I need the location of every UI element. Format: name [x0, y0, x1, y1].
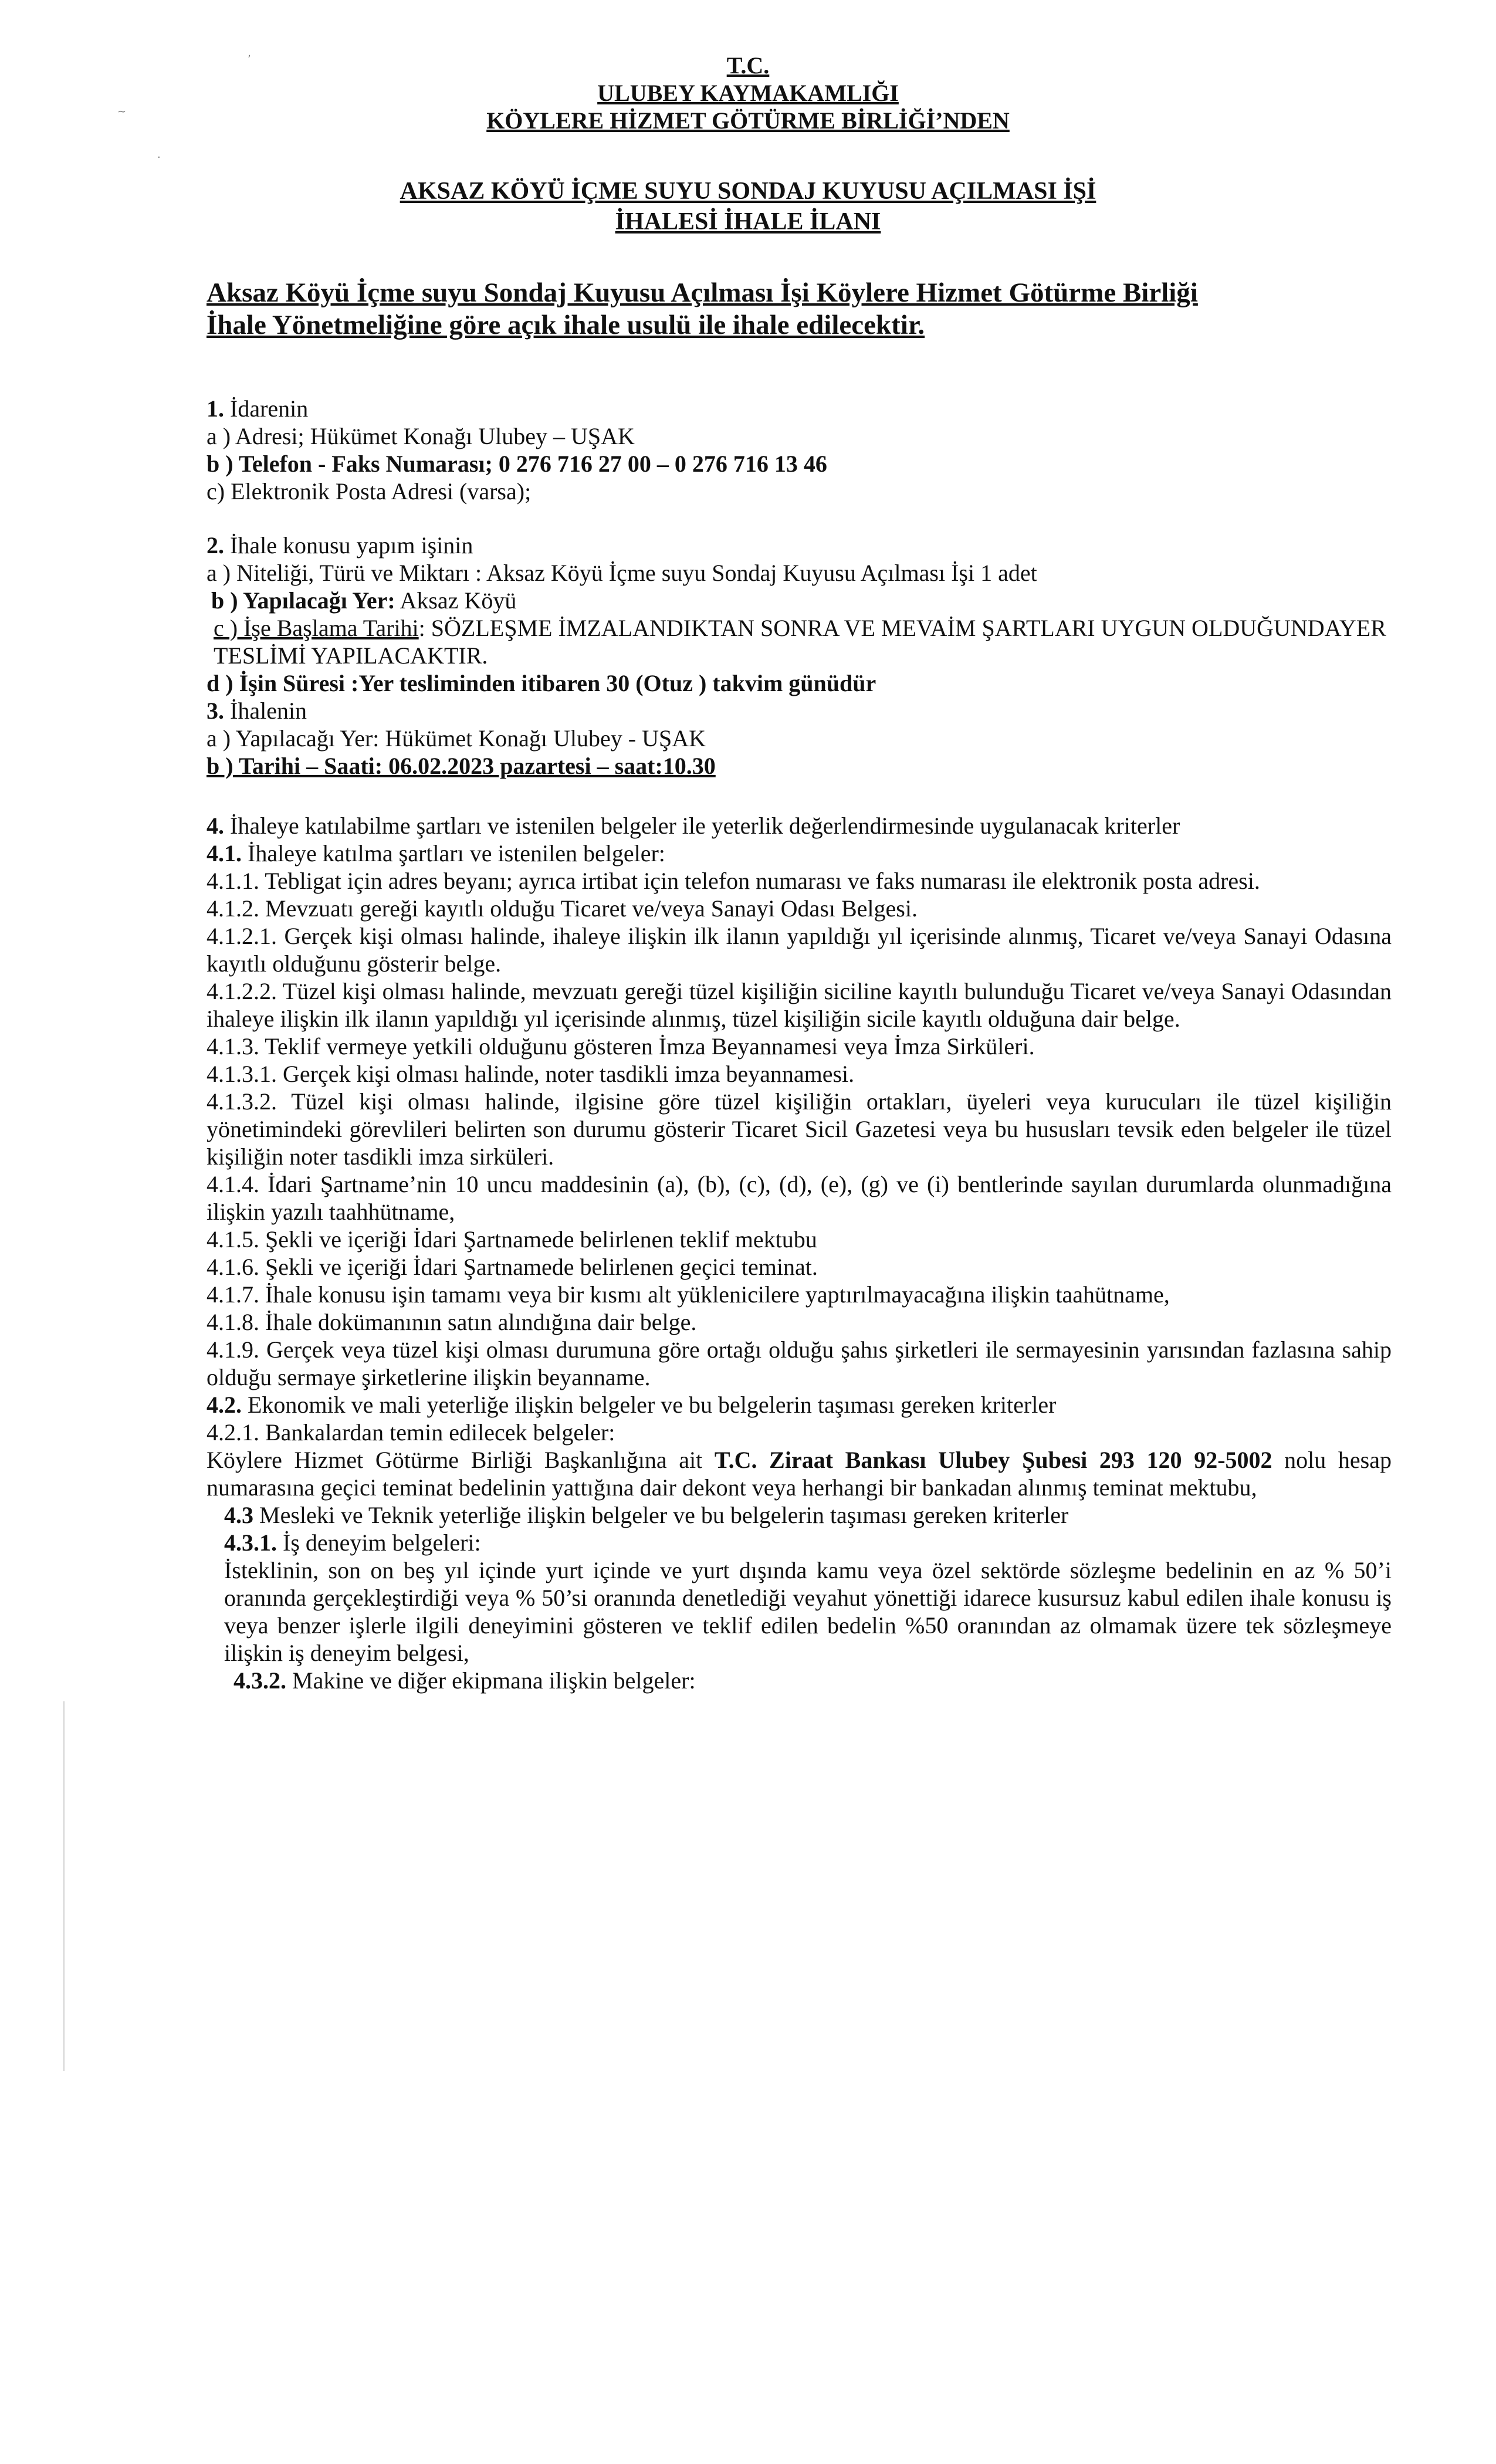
clause-4-1-3-1: 4.1.3.1. Gerçek kişi olması halinde, noter tasdikli imza beyannamesi.: [207, 1061, 855, 1087]
section-4-3-heading: [207, 1501, 1392, 1529]
header-line-birlik: KÖYLERE HİZMET GÖTÜRME BİRLİĞİ’NDEN: [486, 107, 1010, 134]
section-3-place: a ) Yapılacağı Yer: Hükümet Konağı Ulubey - UŞAK: [207, 725, 706, 752]
subsection-title: İhaleye katılma şartları ve istenilen belgeler:: [242, 840, 665, 867]
section-number: 3.: [207, 698, 224, 724]
location-value: Aksaz Köyü: [395, 587, 517, 614]
section-4-3-2-heading: [207, 1667, 1392, 1694]
section-4-2-heading: [207, 1391, 1392, 1419]
header-line-tc: T.C.: [726, 52, 770, 79]
section-3-heading: [207, 697, 1392, 725]
clause-4-1-7: 4.1.7. İhale konusu işin tamamı veya bir kısmı alt yüklenicilere yaptırılmayacağına ilişkin taahütname,: [207, 1281, 1170, 1308]
section-title: İhaleye katılabilme şartları ve istenilen belgeler ile yeterlik değerlendirmesinde uygulanacak kriterler: [224, 813, 1180, 839]
section-number: 1.: [207, 395, 224, 422]
subsection-title: İş deneyim belgeleri:: [277, 1529, 481, 1556]
intro-line2: İhale Yönetmeliğine göre açık ihale usulü ile ihale edilecektir.: [207, 310, 925, 340]
clause-4-1-1: 4.1.1. Tebligat için adres beyanı; ayrıca irtibat için telefon numarası ve faks numarası ile elektronik posta adresi.: [207, 868, 1260, 894]
section-4-3-1-heading: [207, 1529, 1392, 1556]
notice-title: [0, 176, 1496, 237]
clause-4-2-1: 4.2.1. Bankalardan temin edilecek belgeler:: [207, 1419, 615, 1446]
subsection-number: 4.2.: [207, 1392, 242, 1418]
scan-speck: ‚: [248, 47, 251, 59]
section-4-1-heading: [207, 840, 1392, 867]
section-title: İhalenin: [224, 698, 307, 724]
clause-4-1-2: 4.1.2. Mevzuatı gereği kayıtlı olduğu Ticaret ve/veya Sanayi Odası Belgesi.: [207, 895, 918, 922]
clause-4-1-3: 4.1.3. Teklif vermeye yetkili olduğunu gösteren İmza Beyannamesi veya İmza Sirküleri.: [207, 1033, 1035, 1060]
section-number: 2.: [207, 532, 224, 559]
clause-4-1-2-1: 4.1.2.1. Gerçek kişi olması halinde, ihaleye ilişkin ilk ilanın yapıldığı yıl içerisinde alınmış, Ticaret ve/veya Sanayi Odasına kayıtlı olduğunu gösterir belge.: [207, 923, 1392, 977]
experience-criteria: İsteklinin, son on beş yıl içinde yurt içinde ve yurt dışında kamu veya özel sektörde sözleşme bedelinin en az % 50’i oranında gerçekleştirdiği veya % 50’si oranında denetlediği veyahut yönettiği idarece kusursuz kabul edilen ihale konusu iş veya benzer işlerle ilgili deneyimini gösteren ve teklif edilen bedelin %50 oranından az olmamak üzere tek sözleşmeye ilişkin iş deneyim belgesi,: [224, 1557, 1392, 1666]
section-2-heading: [207, 532, 1392, 559]
notice-title-line2: İHALESİ İHALE İLANI: [615, 208, 881, 235]
bank-text-post: nolu hesap numarasına geçici teminat bedelinin yattığına dair dekont veya herhangi bir bankadan alınmış teminat mektubu,: [207, 1447, 1392, 1501]
location-label: b ) Yapılacağı Yer:: [211, 587, 395, 614]
section-3-date-time: b ) Tarihi – Saati: 06.02.2023 pazartesi – saat:10.30: [207, 753, 716, 779]
clause-4-1-6: 4.1.6. Şekli ve içeriği İdari Şartnamede belirlenen geçici teminat.: [207, 1254, 818, 1280]
clause-4-1-5: 4.1.5. Şekli ve içeriği İdari Şartnamede belirlenen teklif mektubu: [207, 1226, 817, 1253]
bank-text-pre: Köylere Hizmet Götürme Birliği Başkanlığına ait: [207, 1447, 715, 1473]
subsection-number: 4.3.2.: [233, 1667, 286, 1694]
scan-speck: ∼: [117, 106, 127, 118]
bank-account-paragraph: [207, 1446, 1392, 1501]
intro-line1: Aksaz Köyü İçme suyu Sondaj Kuyusu Açılması İşi Köylere Hizmet Götürme Birliği: [207, 277, 1198, 308]
section-1-phone-fax: b ) Telefon - Faks Numarası; 0 276 716 27 00 – 0 276 716 13 46: [207, 451, 827, 477]
subsection-number: 4.3.1.: [224, 1529, 277, 1556]
section-1-address: a ) Adresi; Hükümet Konağı Ulubey – UŞAK: [207, 423, 635, 449]
scan-speck: ·: [157, 151, 161, 164]
section-2-location: [207, 587, 1392, 614]
subsection-title: Ekonomik ve mali yeterliğe ilişkin belgeler ve bu belgelerin taşıması gereken kriterler: [242, 1392, 1057, 1418]
section-2-duration: d ) İşin Süresi :Yer tesliminden itibaren 30 (Otuz ) takvim günüdür: [207, 670, 876, 696]
issuer-header: [0, 52, 1496, 134]
section-1-email: c) Elektronik Posta Adresi (varsa);: [207, 478, 532, 505]
section-1-heading: [207, 395, 1392, 422]
bank-account-number: T.C. Ziraat Bankası Ulubey Şubesi 293 120 92-5002: [714, 1447, 1272, 1473]
subsection-number: 4.1.: [207, 840, 242, 867]
start-date-value: : SÖZLEŞME İMZALANDIKTAN SONRA VE MEVAİM ŞARTLARI UYGUN OLDUĞUNDAYER TESLİMİ YAPILACAKTIR.: [214, 615, 1386, 669]
notice-title-line1: AKSAZ KÖYÜ İÇME SUYU SONDAJ KUYUSU AÇILMASI İŞİ: [400, 178, 1096, 205]
section-2-start-date: [207, 614, 1392, 669]
section-title: İhale konusu yapım işinin: [224, 532, 473, 559]
notice-body: [207, 395, 1392, 1694]
section-number: 4.: [207, 813, 224, 839]
clause-4-1-8: 4.1.8. İhale dokümanının satın alındığına dair belge.: [207, 1309, 697, 1335]
section-title: İdarenin: [224, 395, 309, 422]
subsection-number: 4.3: [224, 1502, 253, 1528]
clause-4-1-9: 4.1.9. Gerçek veya tüzel kişi olması durumuna göre ortağı olduğu şahıs şirketleri ile sermayesinin yarısından fazlasına sahip olduğu sermaye şirketlerine ilişkin beyanname.: [207, 1336, 1392, 1390]
start-date-label: c ) İşe Başlama Tarihi: [214, 615, 419, 641]
subsection-title: Makine ve diğer ekipmana ilişkin belgeler:: [286, 1667, 696, 1694]
section-2-nature: a ) Niteliği, Türü ve Miktarı : Aksaz Köyü İçme suyu Sondaj Kuyusu Açılması İşi 1 adet: [207, 560, 1037, 586]
section-4-heading: [207, 812, 1392, 840]
clause-4-1-4: 4.1.4. İdari Şartname’nin 10 uncu maddesinin (a), (b), (c), (d), (e), (g) ve (i) bentlerinde sayılan durumlarda olunmadığına ilişkin yazılı taahhütname,: [207, 1171, 1392, 1225]
header-line-kaymakamlik: ULUBEY KAYMAKAMLIĞI: [597, 80, 899, 106]
intro-statement: [207, 277, 1380, 341]
scan-edge-line: [63, 1701, 65, 2071]
clause-4-1-2-2: 4.1.2.2. Tüzel kişi olması halinde, mevzuatı gereği tüzel kişiliğin siciline kayıtlı bulunduğu Ticaret ve/veya Sanayi Odasından ihaleye ilişkin ilk ilanın yapıldığı yıl içerisinde alınmış, tüzel kişiliğin sicile kayıtlı olduğuna dair belge.: [207, 978, 1392, 1032]
clause-4-1-3-2: 4.1.3.2. Tüzel kişi olması halinde, ilgisine göre tüzel kişiliğin ortakları, üyeleri veya kurucuları ile tüzel kişiliğin yönetimindeki görevlileri belirten son durumu gösterir Ticaret Sicil Gazetesi veya bu hususları tevsik eden belgeler ile tüzel kişiliğin noter tasdikli imza sirküleri.: [207, 1088, 1392, 1170]
subsection-title: Mesleki ve Teknik yeterliğe ilişkin belgeler ve bu belgelerin taşıması gereken kriterler: [253, 1502, 1069, 1528]
